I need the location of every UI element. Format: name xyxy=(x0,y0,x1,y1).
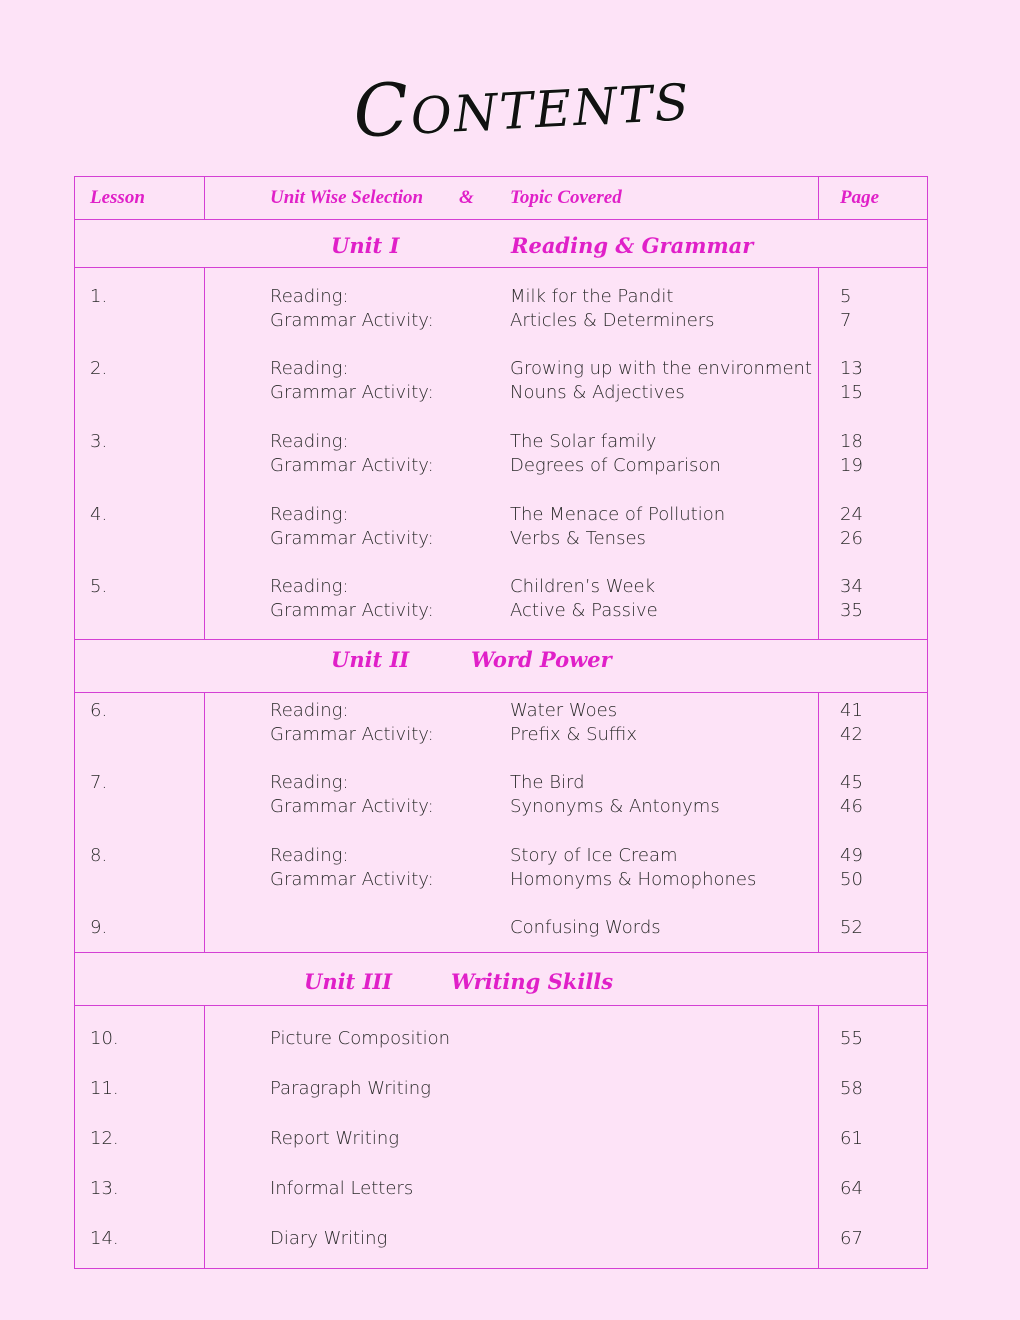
header-lesson: Lesson xyxy=(90,187,145,208)
lesson-topic: Paragraph Writing xyxy=(270,1078,431,1099)
header-topic: Topic Covered xyxy=(510,187,622,208)
header-ampersand: & xyxy=(459,187,474,208)
grammar-page: 26 xyxy=(840,528,863,549)
grammar-label: Grammar Activity: xyxy=(270,724,434,745)
grammar-label: Grammar Activity: xyxy=(270,528,434,549)
rule xyxy=(204,692,205,952)
lesson-number: 13. xyxy=(90,1178,119,1199)
reading-topic: Growing up with the environment xyxy=(510,358,812,379)
unit-3-name: Unit III xyxy=(304,969,393,994)
unit-1-title: Reading & Grammar xyxy=(511,233,754,258)
lesson-page: 55 xyxy=(840,1028,863,1049)
rule xyxy=(204,177,205,219)
lesson-number: 14. xyxy=(90,1228,119,1249)
reading-topic: The Bird xyxy=(510,772,585,793)
header-unit-wise: Unit Wise Selection xyxy=(270,187,424,208)
reading-page: 41 xyxy=(840,700,863,721)
rule xyxy=(75,219,927,220)
lesson-number: 2. xyxy=(90,358,108,379)
lesson-number: 9. xyxy=(90,917,108,938)
reading-label: Reading: xyxy=(270,700,349,721)
reading-topic: The Solar family xyxy=(510,431,657,452)
reading-page: 13 xyxy=(840,358,863,379)
reading-label: Reading: xyxy=(270,358,349,379)
grammar-page: 50 xyxy=(840,869,863,890)
rule xyxy=(818,267,819,639)
grammar-topic: Prefix & Suffix xyxy=(510,724,637,745)
grammar-page: 35 xyxy=(840,600,863,621)
grammar-page: 42 xyxy=(840,724,863,745)
grammar-label: Grammar Activity: xyxy=(270,382,434,403)
reading-label: Reading: xyxy=(270,504,349,525)
lesson-page: 58 xyxy=(840,1078,863,1099)
page-title-text: Contents xyxy=(351,52,693,154)
rule xyxy=(75,952,927,953)
lesson-number: 12. xyxy=(90,1128,119,1149)
reading-page: 45 xyxy=(840,772,863,793)
reading-page: 34 xyxy=(840,576,863,597)
lesson-number: 5. xyxy=(90,576,108,597)
lesson-page: 61 xyxy=(840,1128,863,1149)
reading-label: Reading: xyxy=(270,431,349,452)
lesson-page: 52 xyxy=(840,917,863,938)
grammar-topic: Active & Passive xyxy=(510,600,658,621)
reading-label: Reading: xyxy=(270,576,349,597)
reading-topic: Milk for the Pandit xyxy=(510,286,674,307)
grammar-label: Grammar Activity: xyxy=(270,869,434,890)
grammar-topic: Homonyms & Homophones xyxy=(510,869,757,890)
header-page: Page xyxy=(840,187,880,208)
lesson-number: 7. xyxy=(90,772,108,793)
rule xyxy=(204,267,205,639)
lesson-number: 1. xyxy=(90,286,108,307)
unit-3-title: Writing Skills xyxy=(451,969,614,994)
grammar-topic: Synonyms & Antonyms xyxy=(510,796,720,817)
lesson-topic: Report Writing xyxy=(270,1128,400,1149)
reading-page: 24 xyxy=(840,504,863,525)
rule xyxy=(75,267,927,268)
grammar-topic: Articles & Determiners xyxy=(510,310,715,331)
reading-page: 49 xyxy=(840,845,863,866)
unit-2-title: Word Power xyxy=(471,647,612,672)
reading-label: Reading: xyxy=(270,845,349,866)
lesson-number: 10. xyxy=(90,1028,119,1049)
reading-topic: Children’s Week xyxy=(510,576,656,597)
unit-2-name: Unit II xyxy=(331,647,410,672)
rule xyxy=(75,692,927,693)
grammar-label: Grammar Activity: xyxy=(270,796,434,817)
lesson-page: 67 xyxy=(840,1228,863,1249)
rule xyxy=(818,692,819,952)
lesson-page: 64 xyxy=(840,1178,863,1199)
lesson-topic: Informal Letters xyxy=(270,1178,414,1199)
rule xyxy=(75,639,927,640)
lesson-number: 6. xyxy=(90,700,108,721)
grammar-topic: Nouns & Adjectives xyxy=(510,382,685,403)
reading-page: 18 xyxy=(840,431,863,452)
reading-page: 5 xyxy=(840,286,852,307)
grammar-page: 7 xyxy=(840,310,852,331)
rule xyxy=(75,1005,927,1006)
grammar-page: 15 xyxy=(840,382,863,403)
contents-table xyxy=(74,176,928,1269)
grammar-label: Grammar Activity: xyxy=(270,310,434,331)
rule xyxy=(818,177,819,219)
lesson-number: 3. xyxy=(90,431,108,452)
grammar-page: 19 xyxy=(840,455,863,476)
reading-label: Reading: xyxy=(270,772,349,793)
lesson-number: 4. xyxy=(90,504,108,525)
lesson-number: 8. xyxy=(90,845,108,866)
reading-topic: The Menace of Pollution xyxy=(510,504,726,525)
rule xyxy=(204,1005,205,1268)
lesson-number: 11. xyxy=(90,1078,119,1099)
grammar-topic: Degrees of Comparison xyxy=(510,455,721,476)
grammar-label: Grammar Activity: xyxy=(270,600,434,621)
lesson-topic: Diary Writing xyxy=(270,1228,388,1249)
lesson-topic: Picture Composition xyxy=(270,1028,451,1049)
reading-topic: Story of Ice Cream xyxy=(510,845,678,866)
unit-1-name: Unit I xyxy=(331,233,400,258)
page-title xyxy=(0,48,1020,158)
grammar-topic: Verbs & Tenses xyxy=(510,528,646,549)
lesson-topic: Confusing Words xyxy=(510,917,661,938)
reading-topic: Water Woes xyxy=(510,700,618,721)
grammar-label: Grammar Activity: xyxy=(270,455,434,476)
rule xyxy=(818,1005,819,1268)
reading-label: Reading: xyxy=(270,286,349,307)
grammar-page: 46 xyxy=(840,796,863,817)
